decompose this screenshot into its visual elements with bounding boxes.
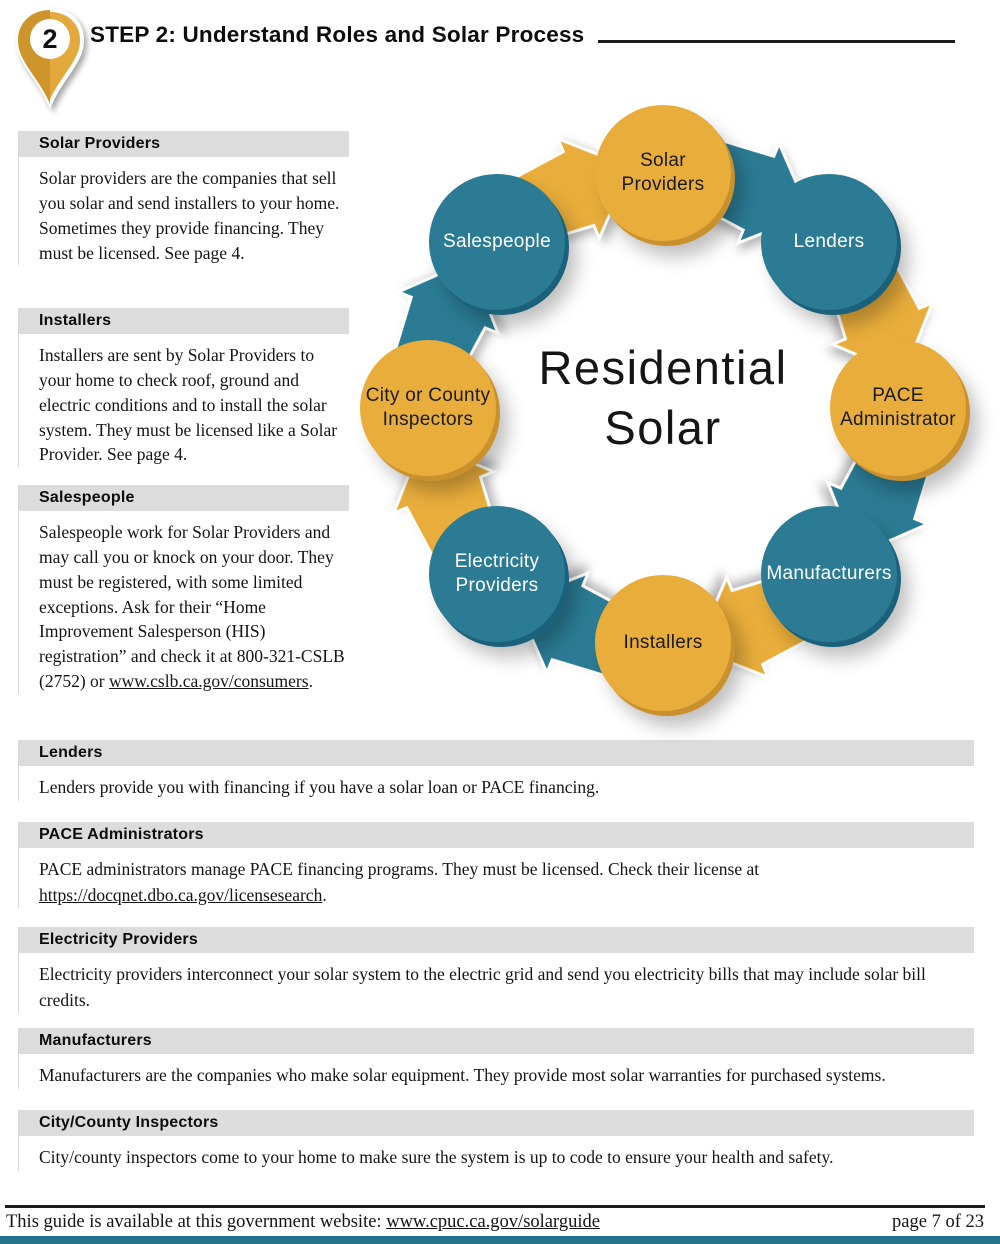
section-header: Manufacturers [19, 1028, 974, 1054]
section-electricity-providers [18, 927, 974, 1013]
section-body [19, 848, 974, 908]
diagram-node-salespeople: Salespeople [429, 174, 565, 310]
diagram-node-pace-administrator: PACE Administrator [830, 340, 966, 476]
body-text: . [322, 884, 327, 905]
section-body: Solar providers are the companies that sell you solar and send installers to your home. Sometimes they provide financing. They must be licensed. See page 4. [39, 168, 340, 263]
diagram-node-manufacturers: Manufacturers [761, 506, 897, 642]
section-lenders [18, 740, 974, 801]
section-header: Installers [19, 308, 349, 334]
section-pace-administrators [18, 822, 974, 908]
footer-availability-text [6, 1212, 600, 1233]
section-body: City/county inspectors come to your home to make sure the system is up to code to ensure your health and safety. [39, 1147, 834, 1167]
body-text: PACE administrators manage PACE financing programs. They must be licensed. Check their license at [39, 859, 760, 879]
cslb-link[interactable]: www.cslb.ca.gov/consumers [108, 671, 309, 692]
page-number: page 7 of 23 [892, 1212, 984, 1232]
section-solar-providers [18, 131, 349, 265]
diagram-node-installers: Installers [595, 575, 731, 711]
bottom-accent-band [0, 1236, 1000, 1244]
section-body: Lenders provide you with financing if you have a solar loan or PACE financing. [39, 777, 600, 797]
section-body [19, 511, 349, 694]
docqnet-license-link[interactable]: https://docqnet.dbo.ca.gov/licensesearch [39, 884, 323, 905]
page-footer [6, 1212, 984, 1233]
section-city-county-inspectors [18, 1110, 974, 1171]
center-title-line1: Residential [538, 341, 788, 394]
section-salespeople [18, 485, 349, 694]
section-body: Manufacturers are the companies who make solar equipment. They provide most solar warranties for purchased systems. [39, 1065, 886, 1085]
section-header: Salespeople [19, 485, 349, 511]
cpuc-solarguide-link[interactable]: www.cpuc.ca.gov/solarguide [386, 1212, 600, 1232]
footer-text-before: This guide is available at this government website: [6, 1212, 387, 1232]
section-body: Electricity providers interconnect your solar system to the electric grid and send you electricity bills that may include solar bill credits. [39, 964, 926, 1010]
pin-step-number: 2 [42, 24, 58, 54]
body-text: Salespeople work for Solar Providers and may call you or knock on your door. They must be registered, with some limited exceptions. Ask for their “Home Improvement Salesperson (HIS) registration” and check it at 800-321-CSLB (2752) or [39, 522, 345, 692]
residential-solar-cycle-diagram [360, 95, 980, 725]
section-header: Solar Providers [19, 131, 349, 157]
diagram-node-lenders: Lenders [761, 174, 897, 310]
title-underline [598, 40, 955, 43]
center-title-line2: Solar [604, 401, 722, 454]
section-header: PACE Administrators [19, 822, 974, 848]
diagram-node-solar-providers: Solar Providers [595, 105, 731, 241]
section-header: Lenders [19, 740, 974, 766]
section-header: Electricity Providers [19, 927, 974, 953]
section-manufacturers [18, 1028, 974, 1089]
diagram-node-electricity-providers: Electricity Providers [429, 506, 565, 642]
section-body: Installers are sent by Solar Providers to your home to check roof, ground and electric conditions and to install the solar system. They must be licensed like a Solar Provider. See page 4. [39, 345, 338, 465]
diagram-node-city-county-inspectors: City or County Inspectors [360, 340, 496, 476]
body-text: . [308, 671, 313, 692]
footer-rule [5, 1205, 985, 1208]
page-title: STEP 2: Understand Roles and Solar Process [90, 22, 585, 47]
section-installers [18, 308, 349, 467]
page-header [90, 22, 955, 48]
diagram-center-title [503, 338, 823, 458]
step-pin-icon [8, 4, 92, 110]
section-header: City/County Inspectors [19, 1110, 974, 1136]
